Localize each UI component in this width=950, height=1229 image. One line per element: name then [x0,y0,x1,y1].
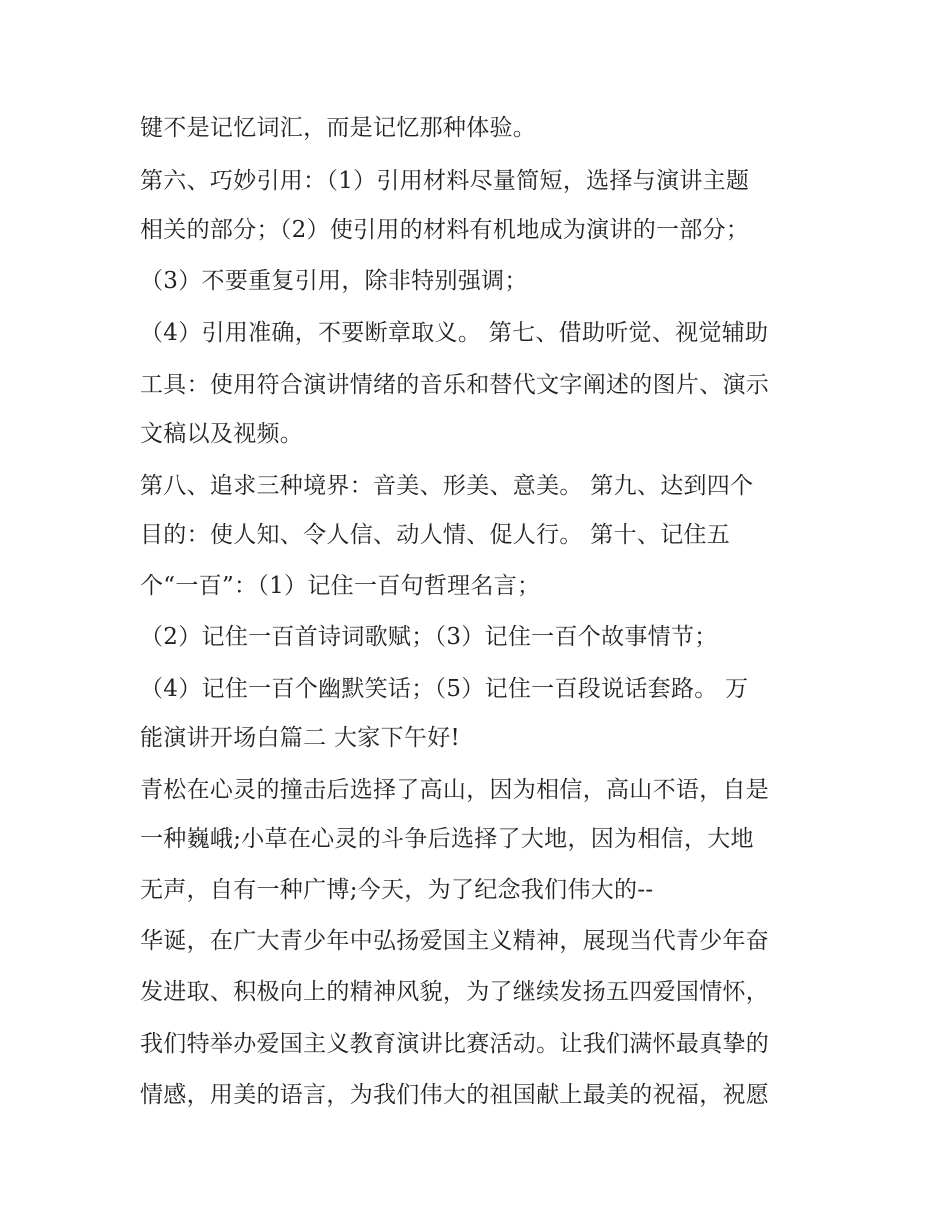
text-line: 工具：使用符合演讲情绪的音乐和替代文字阐述的图片、演示 [140,372,770,398]
text-line: 无声，自有一种广博;今天，为了纪念我们伟大的-- [140,877,654,903]
text-line: （4）引用准确，不要断章取义。 第七、借助听觉、视觉辅助 [140,320,769,346]
text-line: 第八、追求三种境界：音美、形美、意美。 第九、达到四个 [140,473,754,499]
text-line: 能演讲开场白篇二 大家下午好! [140,725,461,751]
text-line: 情感，用美的语言，为我们伟大的祖国献上最美的祝福，祝愿 [140,1082,770,1108]
text-line: 相关的部分；（2）使引用的材料有机地成为演讲的一部分； [140,217,750,243]
text-line: 一种巍峨;小草在心灵的斗争后选择了大地，因为相信，大地 [140,826,754,852]
text-line: 我们特举办爱国主义教育演讲比赛活动。让我们满怀最真挚的 [140,1031,770,1057]
text-line: 个“一百”：（1）记住一百句哲理名言； [140,573,541,599]
text-line: （3）不要重复引用，除非特别强调； [140,268,528,294]
text-line: （2）记住一百首诗词歌赋；（3）记住一百个故事情节； [140,624,718,650]
text-line: 键不是记忆词汇，而是记忆那种体验。 [140,115,537,141]
text-line: （4）记住一百个幽默笑话；（5）记住一百段说话套路。 万 [140,676,749,702]
text-line: 第六、巧妙引用：（1）引用材料尽量简短，选择与演讲主题 [140,168,750,194]
text-line: 文稿以及视频。 [140,421,304,447]
text-line: 目的：使人知、令人信、动人情、促人行。 第十、记住五 [140,522,731,548]
text-line: 青松在心灵的撞击后选择了高山，因为相信，高山不语，自是 [140,777,770,803]
text-line: 发进取、积极向上的精神风貌，为了继续发扬五四爱国情怀， [140,979,770,1005]
text-line: 华诞，在广大青少年中弘扬爱国主义精神，展现当代青少年奋 [140,928,770,954]
